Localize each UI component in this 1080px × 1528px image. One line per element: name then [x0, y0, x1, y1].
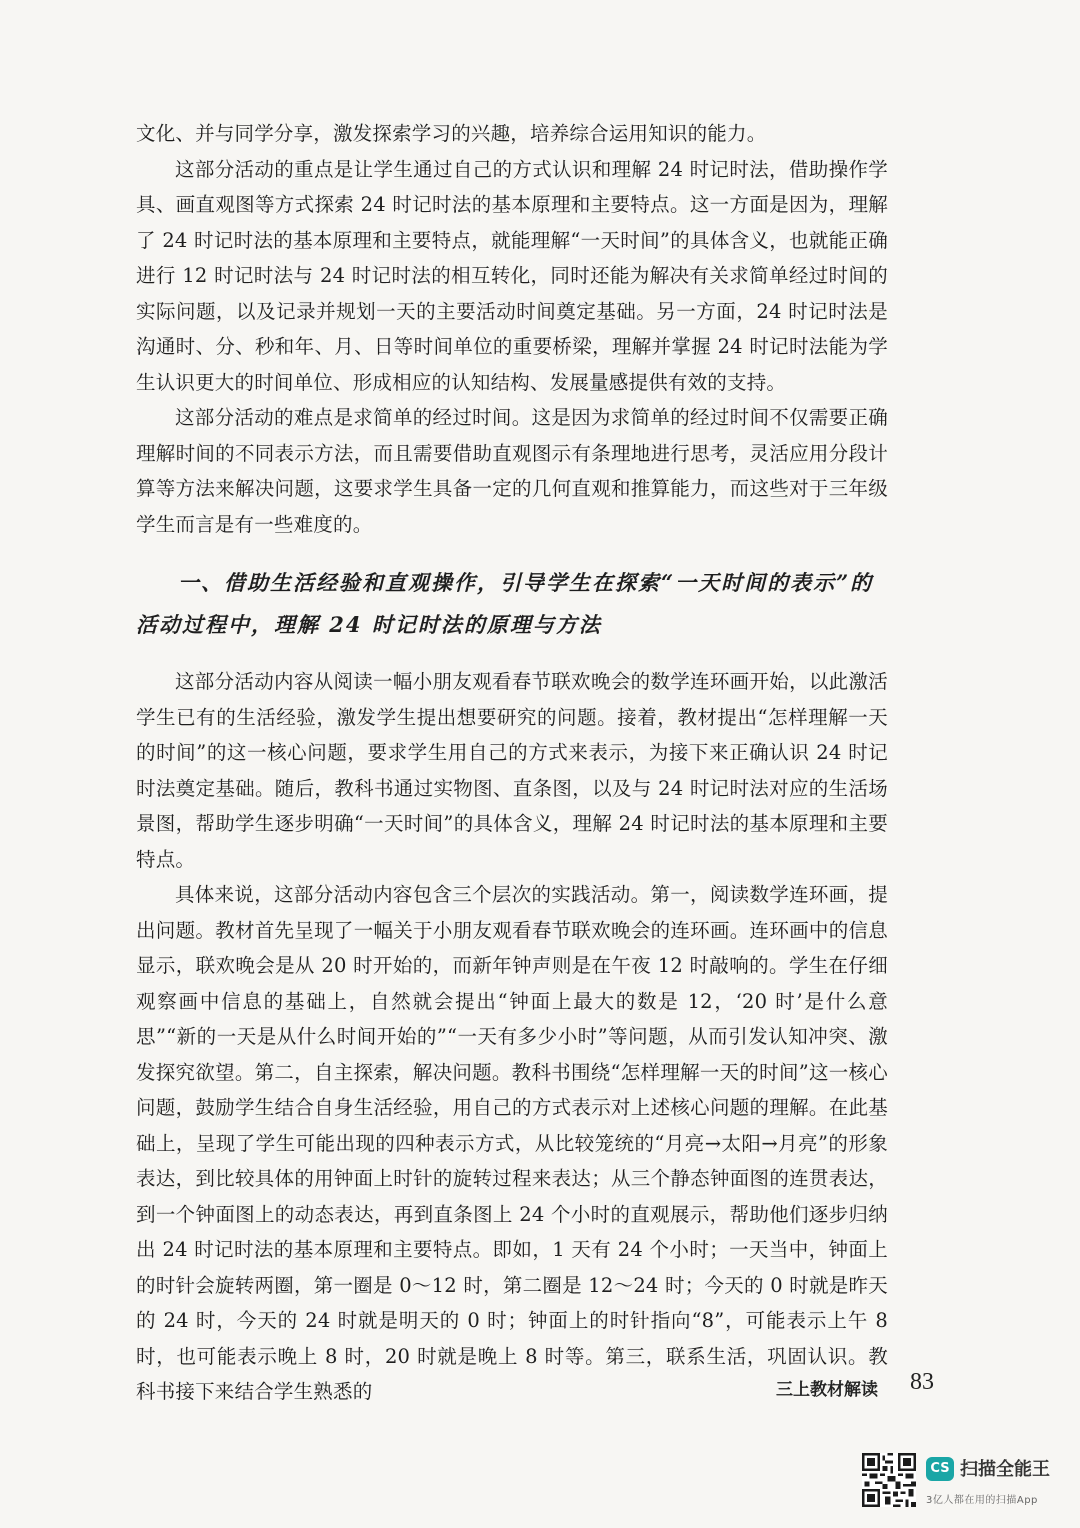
- app-logo: CS: [926, 1457, 954, 1481]
- paragraph-activity-intro: 这部分活动内容从阅读一幅小朋友观看春节联欢晚会的数学连环画开始，以此激活学生已有的生活经验，激发学生提出想要研究的问题。接着，教材提出“怎样理解一天的时间”的这一核心问题，要求学生用自己的方式来表示，为接下来正确认识 24 时记时法奠定基础。随后，教科书通过实物图、直条图，以及与 24 时记时法对应的生活场景图，帮助学生逐步明确“一天时间”的具体含义，理解 24 时记时法的基本原理和主要特点。: [136, 670, 888, 871]
- brand-slogan: 3亿人都在用的扫描App: [926, 1495, 1038, 1506]
- paragraph-difficulty: 这部分活动的难点是求简单的经过时间。这是因为求简单的经过时间不仅需要正确理解时间的不同表示方法，而且需要借助直观图示有条理地进行思考，灵活应用分段计算等方法来解决问题，这要求学生具备一定的几何直观和推算能力，而这些对于三年级学生而言是有一些难度的。: [136, 406, 888, 536]
- scanner-watermark: [862, 1453, 1062, 1511]
- paragraph-activity-detail: 具体来说，这部分活动内容包含三个层次的实践活动。第一，阅读数学连环画，提出问题。教材首先呈现了一幅关于小朋友观看春节联欢晚会的连环画。连环画中的信息显示，联欢晚会是从 20 时开始的，而新年钟声则是在午夜 12 时敲响的。学生在仔细观察画中信息的基础上，自然就会提出“钟面上最大的数是 12，‘20 时’是什么意思”“新的一天是从什么时间开始的”“一天有多少小时”等问题，从而引发认知冲突、激发探究欲望。第二，自主探索，解决问题。教科书围绕“怎样理解一天的时间”这一核心问题，鼓励学生结合自身生活经验，用自己的方式表示对上述核心问题的理解。在此基础上，呈现了学生可能出现的四种表示方式，从比较笼统的“月亮→太阳→月亮”的形象表达，到比较具体的用钟面上时针的旋转过程来表达；从三个静态钟面图的连贯表达，到一个钟面图上的动态表达，再到直条图上 24 个小时的直观展示，帮助他们逐步归纳出 24 时记时法的基本原理和主要特点。即如，1 天有 24 个小时；一天当中，钟面上的时针会旋转两圈，第一圈是 0～12 时，第二圈是 12～24 时；今天的 0 时就是昨天的 24 时，今天的 24 时就是明天的 0 时；钟面上的时针指向“8”，可能表示上午 8 时，也可能表示晚上 8 时，20 时就是晚上 8 时等。第三，联系生活，巩固认识。教科书接下来结合学生熟悉的: [136, 883, 888, 1403]
- brand-name: 扫描全能王: [960, 1459, 1050, 1480]
- page-body: [136, 116, 888, 1410]
- book-title: 三上教材解读: [776, 1380, 878, 1400]
- section-heading: 一、借助生活经验和直观操作，引导学生在探索“一天时间的表示”的活动过程中，理解 24 时记时法的原理与方法: [136, 570, 874, 637]
- paragraph-continued: 文化、并与同学分享，激发探索学习的兴趣，培养综合运用知识的能力。: [136, 122, 767, 145]
- page-number: 83: [910, 1369, 934, 1395]
- qr-code-icon: [862, 1453, 916, 1507]
- paragraph-key-point: 这部分活动的重点是让学生通过自己的方式认识和理解 24 时记时法，借助操作学具、画直观图等方式探索 24 时记时法的基本原理和主要特点。这一方面是因为，理解了 24 时记时法的基本原理和主要特点，就能理解“一天时间”的具体含义，也就能正确进行 12 时记时法与 24 时记时法的相互转化，同时还能为解决有关求简单经过时间的实际问题，以及记录并规划一天的主要活动时间奠定基础。另一方面，24 时记时法是沟通时、分、秒和年、月、日等时间单位的重要桥梁，理解并掌握 24 时记时法能为学生认识更大的时间单位、形成相应的认知结构、发展量感提供有效的支持。: [136, 157, 888, 394]
